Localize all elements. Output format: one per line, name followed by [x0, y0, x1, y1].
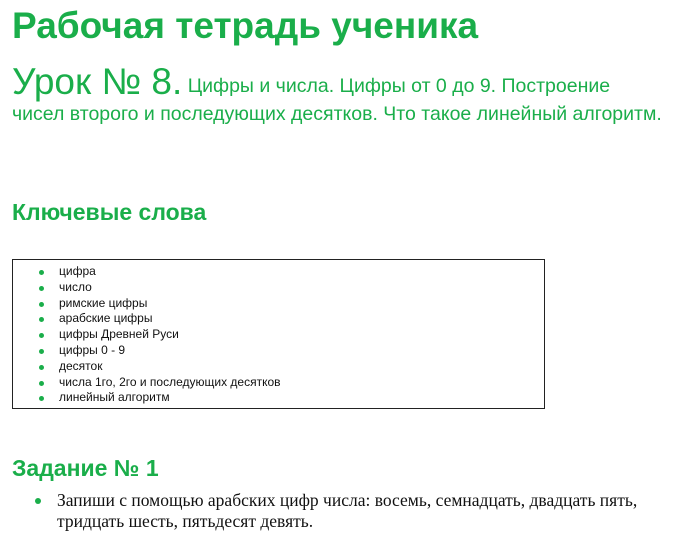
bullet-icon: [39, 396, 44, 401]
keyword-item: [13, 296, 544, 312]
keyword-text: линейный алгоритм: [59, 390, 170, 405]
task-item: [12, 490, 672, 532]
page-title: Рабочая тетрадь ученика: [12, 5, 479, 46]
bullet-icon: [39, 270, 44, 275]
keywords-box: [12, 259, 545, 409]
keywords-list: [13, 260, 544, 406]
bullet-icon: [39, 286, 44, 291]
bullet-icon: [39, 349, 44, 354]
keyword-item: [13, 359, 544, 375]
bullet-icon: [39, 333, 44, 338]
keyword-text: цифры Древней Руси: [59, 327, 179, 342]
keyword-item: [13, 311, 544, 327]
keywords-heading: Ключевые слова: [12, 199, 207, 225]
keyword-text: числа 1го, 2го и последующих десятков: [59, 374, 281, 389]
bullet-icon: [39, 381, 44, 386]
keyword-text: цифры 0 - 9: [59, 342, 126, 357]
keyword-item: [13, 264, 544, 280]
keyword-text: арабские цифры: [59, 311, 153, 326]
task-heading: Задание № 1: [12, 455, 159, 481]
lesson-heading: [12, 62, 662, 126]
keyword-item: [13, 343, 544, 359]
keyword-item: [13, 375, 544, 391]
keyword-item: [13, 327, 544, 343]
bullet-icon: [39, 317, 44, 322]
bullet-icon: [39, 302, 44, 307]
keyword-text: число: [59, 279, 92, 294]
keyword-text: десяток: [59, 358, 103, 373]
bullet-icon: [35, 498, 41, 504]
keyword-text: цифра: [59, 264, 96, 278]
keyword-item: [13, 390, 544, 406]
bullet-icon: [39, 365, 44, 370]
lesson-topic: Цифры и числа. Цифры от 0 до 9. Построение чисел второго и последующих десятков. Что такое линейный алгоритм.: [12, 75, 662, 125]
task-text: Запиши с помощью арабских цифр числа: восемь, семнадцать, двадцать пять, тридцать шесть, пятьдесят девять.: [57, 490, 638, 531]
keyword-item: [13, 280, 544, 296]
keyword-text: римские цифры: [59, 295, 148, 310]
lesson-number: Урок № 8.: [12, 61, 183, 102]
task-list: [12, 490, 672, 532]
